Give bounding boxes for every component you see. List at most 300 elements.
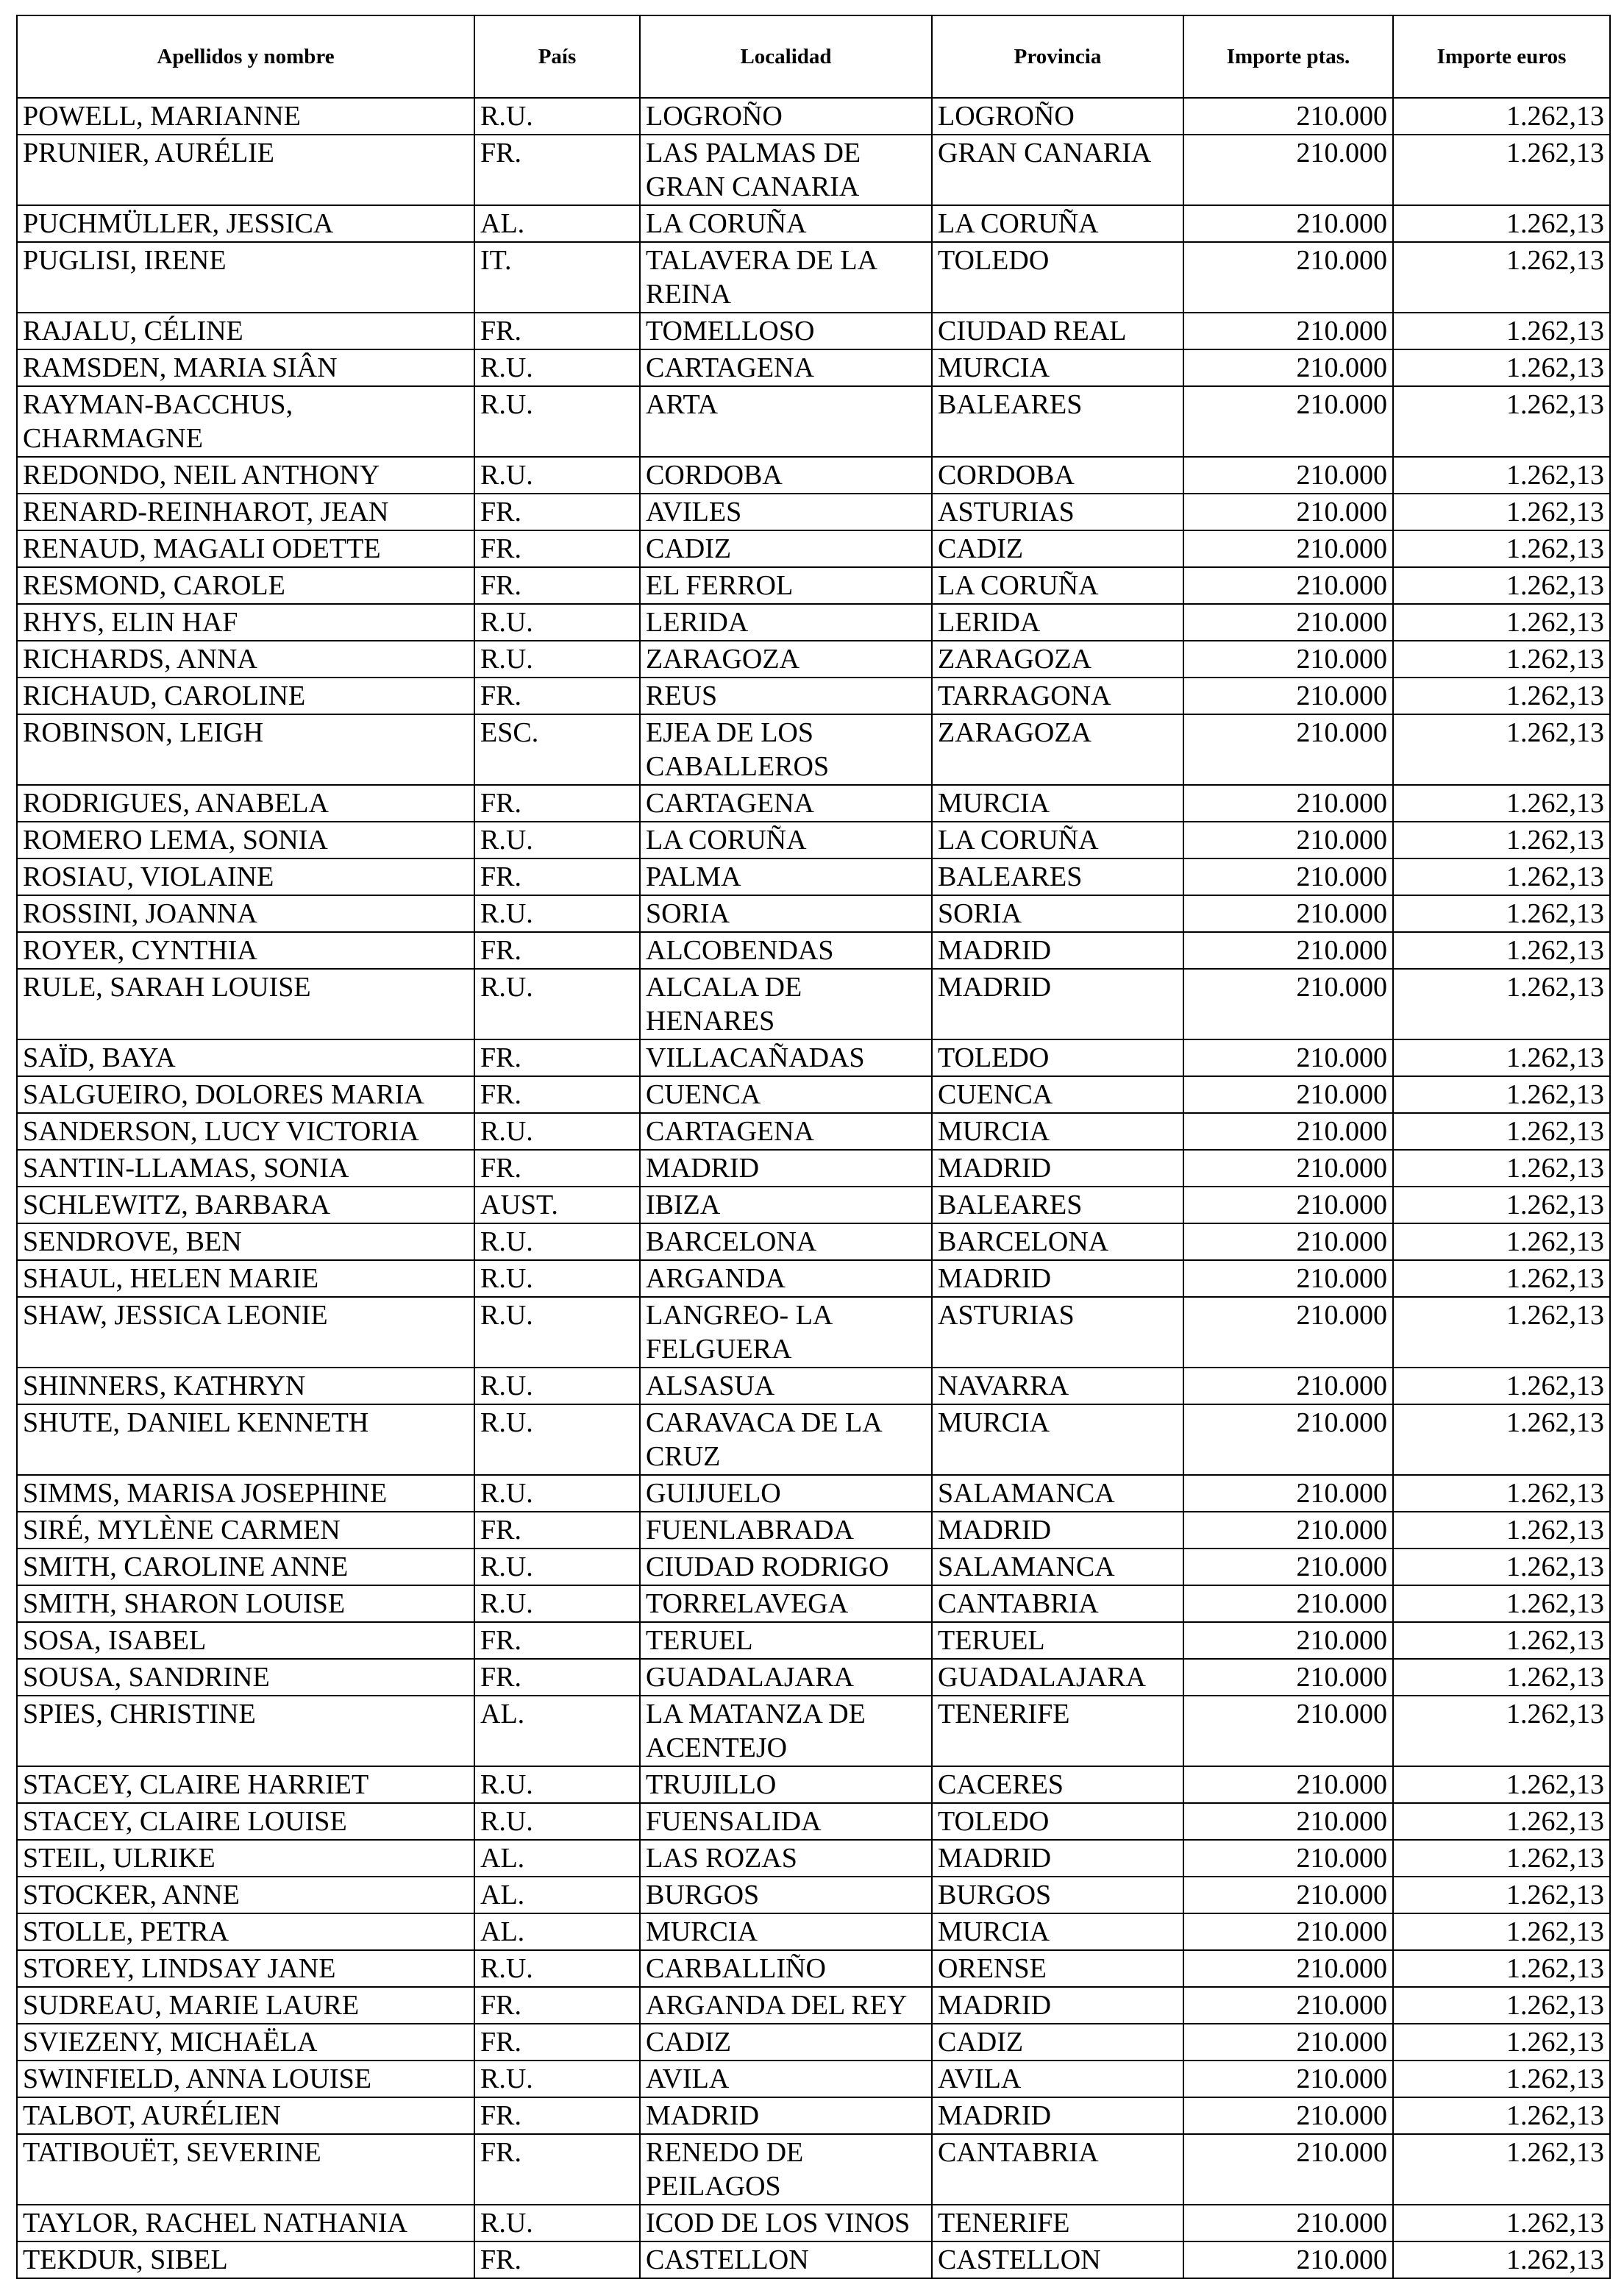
cell-country: FR. [474,785,640,822]
cell-amount-euros: 1.262,13 [1393,1913,1610,1950]
cell-locality: SORIA [640,895,932,932]
cell-amount-ptas: 210.000 [1183,567,1393,604]
cell-amount-ptas: 210.000 [1183,135,1393,205]
cell-amount-ptas: 210.000 [1183,2205,1393,2241]
table-row [17,1113,1610,1150]
cell-province: SALAMANCA [932,1475,1183,1512]
cell-amount-euros: 1.262,13 [1393,2241,1610,2278]
cell-amount-euros: 1.262,13 [1393,785,1610,822]
cell-amount-euros: 1.262,13 [1393,714,1610,785]
cell-name: SWINFIELD, ANNA LOUISE [17,2061,474,2097]
cell-amount-ptas: 210.000 [1183,313,1393,349]
table-row [17,1877,1610,1913]
cell-amount-ptas: 210.000 [1183,349,1393,386]
cell-locality: TERUEL [640,1622,932,1659]
cell-amount-euros: 1.262,13 [1393,1659,1610,1696]
cell-amount-ptas: 210.000 [1183,1404,1393,1475]
cell-name: SOSA, ISABEL [17,1622,474,1659]
header-amount-ptas: Importe ptas. [1183,15,1393,98]
header-locality: Localidad [640,15,932,98]
cell-amount-ptas: 210.000 [1183,1877,1393,1913]
cell-province: TOLEDO [932,1039,1183,1076]
cell-name: TAYLOR, RACHEL NATHANIA [17,2205,474,2241]
cell-locality: ZARAGOZA [640,641,932,678]
cell-amount-euros: 1.262,13 [1393,1803,1610,1840]
cell-province: BALEARES [932,858,1183,895]
table-row [17,2205,1610,2241]
cell-amount-euros: 1.262,13 [1393,1512,1610,1549]
cell-amount-euros: 1.262,13 [1393,641,1610,678]
cell-country: R.U. [474,1297,640,1368]
cell-amount-euros: 1.262,13 [1393,858,1610,895]
cell-name: SANTIN-LLAMAS, SONIA [17,1150,474,1187]
table-row [17,313,1610,349]
cell-locality: CADIZ [640,530,932,567]
cell-province: GRAN CANARIA [932,135,1183,205]
cell-province: CANTABRIA [932,2134,1183,2205]
cell-amount-ptas: 210.000 [1183,1622,1393,1659]
table-row [17,135,1610,205]
cell-locality: ICOD DE LOS VINOS [640,2205,932,2241]
table-row [17,1223,1610,1260]
cell-locality: PALMA [640,858,932,895]
cell-amount-euros: 1.262,13 [1393,1368,1610,1404]
header-amount-euros: Importe euros [1393,15,1610,98]
cell-province: SORIA [932,895,1183,932]
cell-amount-euros: 1.262,13 [1393,969,1610,1039]
cell-locality: ALSASUA [640,1368,932,1404]
cell-amount-ptas: 210.000 [1183,1223,1393,1260]
cell-name: TALBOT, AURÉLIEN [17,2097,474,2134]
cell-amount-euros: 1.262,13 [1393,1549,1610,1585]
cell-country: R.U. [474,1475,640,1512]
cell-province: MADRID [932,2097,1183,2134]
cell-name: RAJALU, CÉLINE [17,313,474,349]
cell-country: FR. [474,567,640,604]
cell-locality: EJEA DE LOS CABALLEROS [640,714,932,785]
table-row [17,386,1610,457]
cell-country: R.U. [474,1368,640,1404]
cell-province: MURCIA [932,785,1183,822]
cell-province: CORDOBA [932,457,1183,494]
cell-province: ZARAGOZA [932,714,1183,785]
cell-amount-ptas: 210.000 [1183,2097,1393,2134]
cell-country: R.U. [474,1585,640,1622]
table-row [17,1622,1610,1659]
cell-amount-euros: 1.262,13 [1393,678,1610,714]
cell-amount-ptas: 210.000 [1183,205,1393,242]
cell-amount-euros: 1.262,13 [1393,135,1610,205]
cell-locality: EL FERROL [640,567,932,604]
cell-locality: TOMELLOSO [640,313,932,349]
cell-country: R.U. [474,1950,640,1987]
cell-name: PUCHMÜLLER, JESSICA [17,205,474,242]
table-row [17,242,1610,313]
cell-locality: LA MATANZA DE ACENTEJO [640,1696,932,1766]
table-row [17,1766,1610,1803]
cell-amount-euros: 1.262,13 [1393,1585,1610,1622]
cell-province: LA CORUÑA [932,567,1183,604]
cell-name: RULE, SARAH LOUISE [17,969,474,1039]
cell-name: SHUTE, DANIEL KENNETH [17,1404,474,1475]
cell-locality: TORRELAVEGA [640,1585,932,1622]
cell-country: R.U. [474,1549,640,1585]
cell-name: SIMMS, MARISA JOSEPHINE [17,1475,474,1512]
cell-name: SOUSA, SANDRINE [17,1659,474,1696]
cell-name: RENAUD, MAGALI ODETTE [17,530,474,567]
table-row [17,98,1610,135]
cell-amount-ptas: 210.000 [1183,641,1393,678]
cell-province: MURCIA [932,1404,1183,1475]
cell-amount-euros: 1.262,13 [1393,457,1610,494]
cell-name: RICHAUD, CAROLINE [17,678,474,714]
cell-locality: AVILA [640,2061,932,2097]
cell-country: AL. [474,1913,640,1950]
cell-amount-ptas: 210.000 [1183,1766,1393,1803]
cell-amount-ptas: 210.000 [1183,1187,1393,1223]
cell-province: CASTELLON [932,2241,1183,2278]
cell-province: CANTABRIA [932,1585,1183,1622]
cell-locality: VILLACAÑADAS [640,1039,932,1076]
cell-locality: ARGANDA DEL REY [640,1987,932,2024]
cell-amount-euros: 1.262,13 [1393,1877,1610,1913]
table-row [17,457,1610,494]
cell-amount-ptas: 210.000 [1183,678,1393,714]
cell-province: MADRID [932,1987,1183,2024]
cell-amount-euros: 1.262,13 [1393,242,1610,313]
cell-name: STOCKER, ANNE [17,1877,474,1913]
cell-name: PRUNIER, AURÉLIE [17,135,474,205]
cell-locality: CARBALLIÑO [640,1950,932,1987]
cell-name: SHAW, JESSICA LEONIE [17,1297,474,1368]
cell-amount-euros: 1.262,13 [1393,1187,1610,1223]
cell-amount-euros: 1.262,13 [1393,895,1610,932]
cell-country: FR. [474,1622,640,1659]
cell-locality: BURGOS [640,1877,932,1913]
cell-amount-ptas: 210.000 [1183,1368,1393,1404]
table-row [17,1913,1610,1950]
cell-country: AL. [474,1877,640,1913]
cell-country: AL. [474,205,640,242]
cell-amount-euros: 1.262,13 [1393,1404,1610,1475]
cell-province: MADRID [932,1512,1183,1549]
cell-country: ESC. [474,714,640,785]
cell-name: SVIEZENY, MICHAËLA [17,2024,474,2061]
cell-country: IT. [474,242,640,313]
cell-amount-ptas: 210.000 [1183,2061,1393,2097]
cell-country: R.U. [474,969,640,1039]
table-row [17,969,1610,1039]
cell-name: RHYS, ELIN HAF [17,604,474,641]
cell-amount-ptas: 210.000 [1183,714,1393,785]
cell-amount-euros: 1.262,13 [1393,2061,1610,2097]
cell-country: R.U. [474,98,640,135]
cell-country: R.U. [474,457,640,494]
cell-province: BALEARES [932,386,1183,457]
cell-name: TATIBOUËT, SEVERINE [17,2134,474,2205]
cell-locality: CASTELLON [640,2241,932,2278]
cell-province: MADRID [932,1260,1183,1297]
table-row [17,2241,1610,2278]
cell-province: CUENCA [932,1076,1183,1113]
table-row [17,1696,1610,1766]
table-row [17,1585,1610,1622]
cell-amount-ptas: 210.000 [1183,969,1393,1039]
cell-province: ASTURIAS [932,1297,1183,1368]
cell-country: R.U. [474,822,640,858]
cell-amount-ptas: 210.000 [1183,1987,1393,2024]
cell-amount-ptas: 210.000 [1183,1840,1393,1877]
cell-country: R.U. [474,1260,640,1297]
cell-country: R.U. [474,2061,640,2097]
cell-amount-ptas: 210.000 [1183,1076,1393,1113]
cell-province: MADRID [932,1840,1183,1877]
cell-locality: TALAVERA DE LA REINA [640,242,932,313]
cell-amount-ptas: 210.000 [1183,1696,1393,1766]
cell-locality: CORDOBA [640,457,932,494]
table-row [17,1803,1610,1840]
table-row [17,1512,1610,1549]
table-row [17,1475,1610,1512]
cell-province: BARCELONA [932,1223,1183,1260]
cell-name: SPIES, CHRISTINE [17,1696,474,1766]
table-row [17,1404,1610,1475]
cell-name: RICHARDS, ANNA [17,641,474,678]
cell-province: NAVARRA [932,1368,1183,1404]
cell-name: PUGLISI, IRENE [17,242,474,313]
cell-amount-ptas: 210.000 [1183,1950,1393,1987]
cell-country: FR. [474,530,640,567]
table-row [17,604,1610,641]
cell-locality: FUENLABRADA [640,1512,932,1549]
cell-country: FR. [474,1987,640,2024]
cell-amount-euros: 1.262,13 [1393,2205,1610,2241]
cell-amount-ptas: 210.000 [1183,822,1393,858]
cell-amount-euros: 1.262,13 [1393,1297,1610,1368]
cell-country: R.U. [474,1803,640,1840]
cell-province: TOLEDO [932,1803,1183,1840]
table-row [17,1659,1610,1696]
cell-name: RENARD-REINHAROT, JEAN [17,494,474,530]
cell-amount-euros: 1.262,13 [1393,386,1610,457]
cell-country: AUST. [474,1187,640,1223]
cell-name: TEKDUR, SIBEL [17,2241,474,2278]
cell-country: FR. [474,1150,640,1187]
cell-amount-ptas: 210.000 [1183,494,1393,530]
cell-name: SMITH, SHARON LOUISE [17,1585,474,1622]
cell-country: R.U. [474,386,640,457]
cell-province: CADIZ [932,530,1183,567]
cell-locality: CARTAGENA [640,349,932,386]
cell-country: R.U. [474,604,640,641]
cell-amount-euros: 1.262,13 [1393,1150,1610,1187]
cell-province: LA CORUÑA [932,822,1183,858]
cell-amount-ptas: 210.000 [1183,242,1393,313]
cell-locality: TRUJILLO [640,1766,932,1803]
cell-amount-euros: 1.262,13 [1393,2134,1610,2205]
cell-amount-euros: 1.262,13 [1393,604,1610,641]
table-row [17,1297,1610,1368]
cell-locality: CADIZ [640,2024,932,2061]
header-country: País [474,15,640,98]
cell-amount-ptas: 210.000 [1183,1659,1393,1696]
cell-country: FR. [474,678,640,714]
cell-province: BURGOS [932,1877,1183,1913]
cell-province: TERUEL [932,1622,1183,1659]
cell-country: FR. [474,2134,640,2205]
table-row [17,1950,1610,1987]
cell-country: FR. [474,2024,640,2061]
cell-name: SMITH, CAROLINE ANNE [17,1549,474,1585]
cell-locality: ALCALA DE HENARES [640,969,932,1039]
cell-province: TENERIFE [932,1696,1183,1766]
table-row [17,567,1610,604]
cell-amount-euros: 1.262,13 [1393,1260,1610,1297]
cell-amount-euros: 1.262,13 [1393,1223,1610,1260]
cell-name: SENDROVE, BEN [17,1223,474,1260]
cell-amount-ptas: 210.000 [1183,1803,1393,1840]
cell-country: R.U. [474,1223,640,1260]
cell-name: STACEY, CLAIRE LOUISE [17,1803,474,1840]
cell-amount-euros: 1.262,13 [1393,1766,1610,1803]
cell-amount-euros: 1.262,13 [1393,1840,1610,1877]
cell-amount-ptas: 210.000 [1183,2241,1393,2278]
cell-amount-ptas: 210.000 [1183,98,1393,135]
table-row [17,858,1610,895]
cell-amount-euros: 1.262,13 [1393,530,1610,567]
cell-name: ROSIAU, VIOLAINE [17,858,474,895]
cell-country: FR. [474,1039,640,1076]
cell-country: FR. [474,1659,640,1696]
cell-amount-ptas: 210.000 [1183,1512,1393,1549]
cell-province: SALAMANCA [932,1549,1183,1585]
cell-amount-euros: 1.262,13 [1393,2024,1610,2061]
cell-province: MURCIA [932,1913,1183,1950]
header-name: Apellidos y nombre [17,15,474,98]
table-row [17,530,1610,567]
cell-locality: LOGROÑO [640,98,932,135]
beneficiaries-table [16,15,1611,2279]
cell-locality: ALCOBENDAS [640,932,932,969]
table-row [17,494,1610,530]
cell-amount-ptas: 210.000 [1183,1113,1393,1150]
table-row [17,714,1610,785]
cell-amount-ptas: 210.000 [1183,1913,1393,1950]
cell-amount-ptas: 210.000 [1183,1475,1393,1512]
cell-amount-ptas: 210.000 [1183,1260,1393,1297]
cell-amount-ptas: 210.000 [1183,932,1393,969]
cell-locality: LAS ROZAS [640,1840,932,1877]
cell-country: FR. [474,2241,640,2278]
header-province: Provincia [932,15,1183,98]
cell-name: SANDERSON, LUCY VICTORIA [17,1113,474,1150]
cell-amount-euros: 1.262,13 [1393,1622,1610,1659]
cell-locality: IBIZA [640,1187,932,1223]
table-row [17,895,1610,932]
table-row [17,1076,1610,1113]
cell-amount-euros: 1.262,13 [1393,98,1610,135]
cell-locality: LA CORUÑA [640,205,932,242]
table-row [17,349,1610,386]
cell-province: MADRID [932,1150,1183,1187]
cell-amount-ptas: 210.000 [1183,604,1393,641]
table-row [17,1039,1610,1076]
cell-province: CACERES [932,1766,1183,1803]
cell-amount-euros: 1.262,13 [1393,1076,1610,1113]
cell-country: R.U. [474,2205,640,2241]
cell-country: R.U. [474,1404,640,1475]
cell-name: RAMSDEN, MARIA SIÂN [17,349,474,386]
cell-name: REDONDO, NEIL ANTHONY [17,457,474,494]
cell-name: POWELL, MARIANNE [17,98,474,135]
cell-country: FR. [474,1512,640,1549]
table-row [17,1987,1610,2024]
cell-locality: LAS PALMAS DE GRAN CANARIA [640,135,932,205]
cell-country: AL. [474,1840,640,1877]
table-header-row [17,15,1610,98]
cell-locality: RENEDO DE PEILAGOS [640,2134,932,2205]
cell-country: R.U. [474,895,640,932]
cell-locality: CARAVACA DE LA CRUZ [640,1404,932,1475]
cell-name: ROBINSON, LEIGH [17,714,474,785]
table-row [17,1187,1610,1223]
cell-province: BALEARES [932,1187,1183,1223]
cell-name: STEIL, ULRIKE [17,1840,474,1877]
cell-province: CIUDAD REAL [932,313,1183,349]
cell-country: FR. [474,494,640,530]
cell-locality: ARTA [640,386,932,457]
cell-name: SUDREAU, MARIE LAURE [17,1987,474,2024]
cell-amount-euros: 1.262,13 [1393,1987,1610,2024]
cell-name: SHINNERS, KATHRYN [17,1368,474,1404]
cell-country: FR. [474,135,640,205]
cell-province: MURCIA [932,349,1183,386]
cell-amount-euros: 1.262,13 [1393,205,1610,242]
cell-amount-euros: 1.262,13 [1393,1113,1610,1150]
cell-amount-ptas: 210.000 [1183,530,1393,567]
cell-province: MURCIA [932,1113,1183,1150]
cell-country: FR. [474,1076,640,1113]
cell-name: RAYMAN-BACCHUS, CHARMAGNE [17,386,474,457]
cell-name: ROMERO LEMA, SONIA [17,822,474,858]
cell-name: STOLLE, PETRA [17,1913,474,1950]
cell-name: SCHLEWITZ, BARBARA [17,1187,474,1223]
cell-country: R.U. [474,1113,640,1150]
table-row [17,822,1610,858]
table-row [17,1840,1610,1877]
cell-amount-ptas: 210.000 [1183,2024,1393,2061]
table-row [17,932,1610,969]
cell-amount-euros: 1.262,13 [1393,567,1610,604]
cell-amount-euros: 1.262,13 [1393,1039,1610,1076]
cell-amount-ptas: 210.000 [1183,2134,1393,2205]
cell-name: RESMOND, CAROLE [17,567,474,604]
cell-province: MADRID [932,932,1183,969]
cell-amount-ptas: 210.000 [1183,386,1393,457]
cell-name: STOREY, LINDSAY JANE [17,1950,474,1987]
table-row [17,2134,1610,2205]
cell-name: STACEY, CLAIRE HARRIET [17,1766,474,1803]
cell-locality: CUENCA [640,1076,932,1113]
cell-amount-ptas: 210.000 [1183,1585,1393,1622]
cell-country: R.U. [474,349,640,386]
table-row [17,1150,1610,1187]
cell-province: LA CORUÑA [932,205,1183,242]
table-row [17,2097,1610,2134]
cell-country: FR. [474,858,640,895]
cell-name: SHAUL, HELEN MARIE [17,1260,474,1297]
cell-locality: GUADALAJARA [640,1659,932,1696]
